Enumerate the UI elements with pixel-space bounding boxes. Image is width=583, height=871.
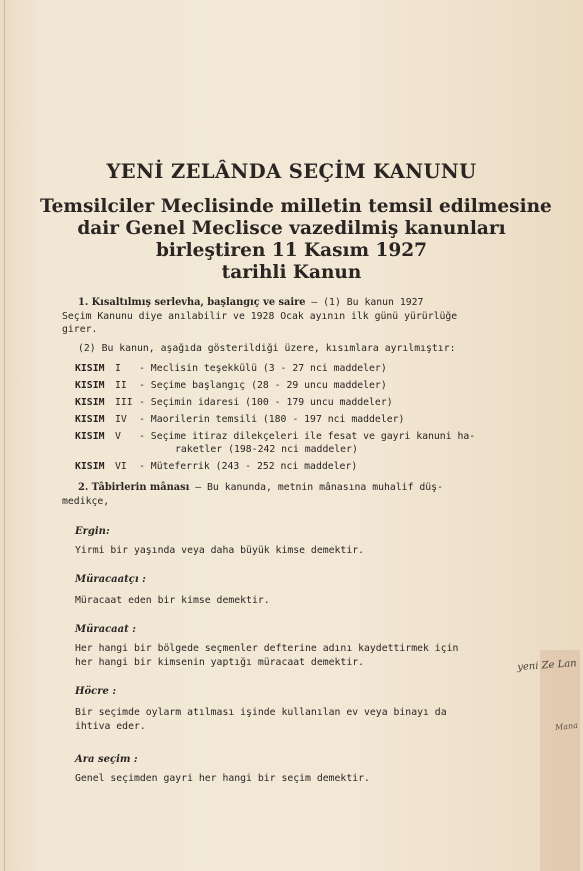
- handwritten-margin-note: yeni Ze Lan: [516, 658, 578, 674]
- article-2-text: medikçe,: [62, 495, 110, 507]
- list-item: KISIM II - Seçime başlangıç (28 - 29 uncu maddeler): [75, 380, 387, 391]
- list-item: KISIM III - Seçimin idaresi (100 - 179 uncu maddeler): [75, 397, 393, 408]
- page-edge: [4, 0, 5, 871]
- definition-term: Ara seçim :: [75, 754, 138, 765]
- article-2: [62, 481, 464, 508]
- definition-term: Ergin:: [75, 526, 110, 537]
- definition-text: Genel seçimden gayri her hangi bir seçim demektir.: [75, 773, 370, 784]
- subtitle-line: Temsilciler Meclisinde milletin temsil edilmesine: [40, 196, 552, 217]
- handwritten-margin-note: Mana: [554, 720, 579, 733]
- article-2-heading: 2. Tâbirlerin mânası: [78, 482, 190, 493]
- list-item: KISIM V - Seçime itiraz dilekçeleri ile fesat ve gayri kanuni ha-: [75, 431, 476, 442]
- article-2-text: — Bu kanunda, metnin mânasına muhalif düş-: [189, 482, 443, 493]
- document-title: YENİ ZELÂNDA SEÇİM KANUNU: [106, 160, 477, 183]
- list-item: KISIM VI - Müteferrik (243 - 252 nci maddeler): [75, 461, 358, 472]
- parts-list: [75, 362, 475, 473]
- article-1: [62, 296, 464, 355]
- definition-text: Müracaat eden bir kimse demektir.: [75, 595, 270, 606]
- definition-text: Bir seçimde oylarm atılması işinde kullanılan ev veya binayı da ihtiva eder.: [75, 707, 447, 732]
- definition-text: Yirmi bir yaşında veya daha büyük kimse demektir.: [75, 545, 365, 556]
- article-1-heading: 1. Kısaltılmış serlevha, başlangıç ve saire: [78, 297, 306, 308]
- subtitle-line: tarihli Kanun: [221, 262, 362, 283]
- article-1-text: Seçim Kanunu diye anılabilir ve 1928 Ocak ayının ilk günü yürürlüğe: [62, 310, 458, 322]
- definition-term: Müracaatçı :: [75, 574, 146, 585]
- list-item: KISIM IV - Maorilerin temsili (180 - 197 nci maddeler): [75, 414, 405, 425]
- definition-text: Her hangi bir bölgede seçmenler defterine adını kaydettirmek için her hangi bir kimsenin yaptığı müracaat demektir.: [75, 643, 459, 668]
- subtitle-line: dair Genel Meclisce vazedilmiş kanunları: [77, 218, 506, 239]
- definition-term: Müracaat :: [75, 624, 136, 635]
- article-1-para2: (2) Bu kanun, aşağıda gösterildiği üzere, kısımlara ayrılmıştır:: [78, 342, 456, 354]
- subtitle-line: birleştiren 11 Kasım 1927: [155, 240, 428, 261]
- document-subtitle: [40, 196, 552, 284]
- definition-term: Höcre :: [75, 686, 117, 697]
- list-item: raketler (198-242 nci maddeler): [175, 444, 358, 455]
- article-1-text: girer.: [62, 324, 98, 335]
- list-item: KISIM I - Meclisin teşekkülü (3 - 27 nci maddeler): [75, 363, 387, 374]
- article-1-text: — (1) Bu kanun 1927: [305, 297, 424, 308]
